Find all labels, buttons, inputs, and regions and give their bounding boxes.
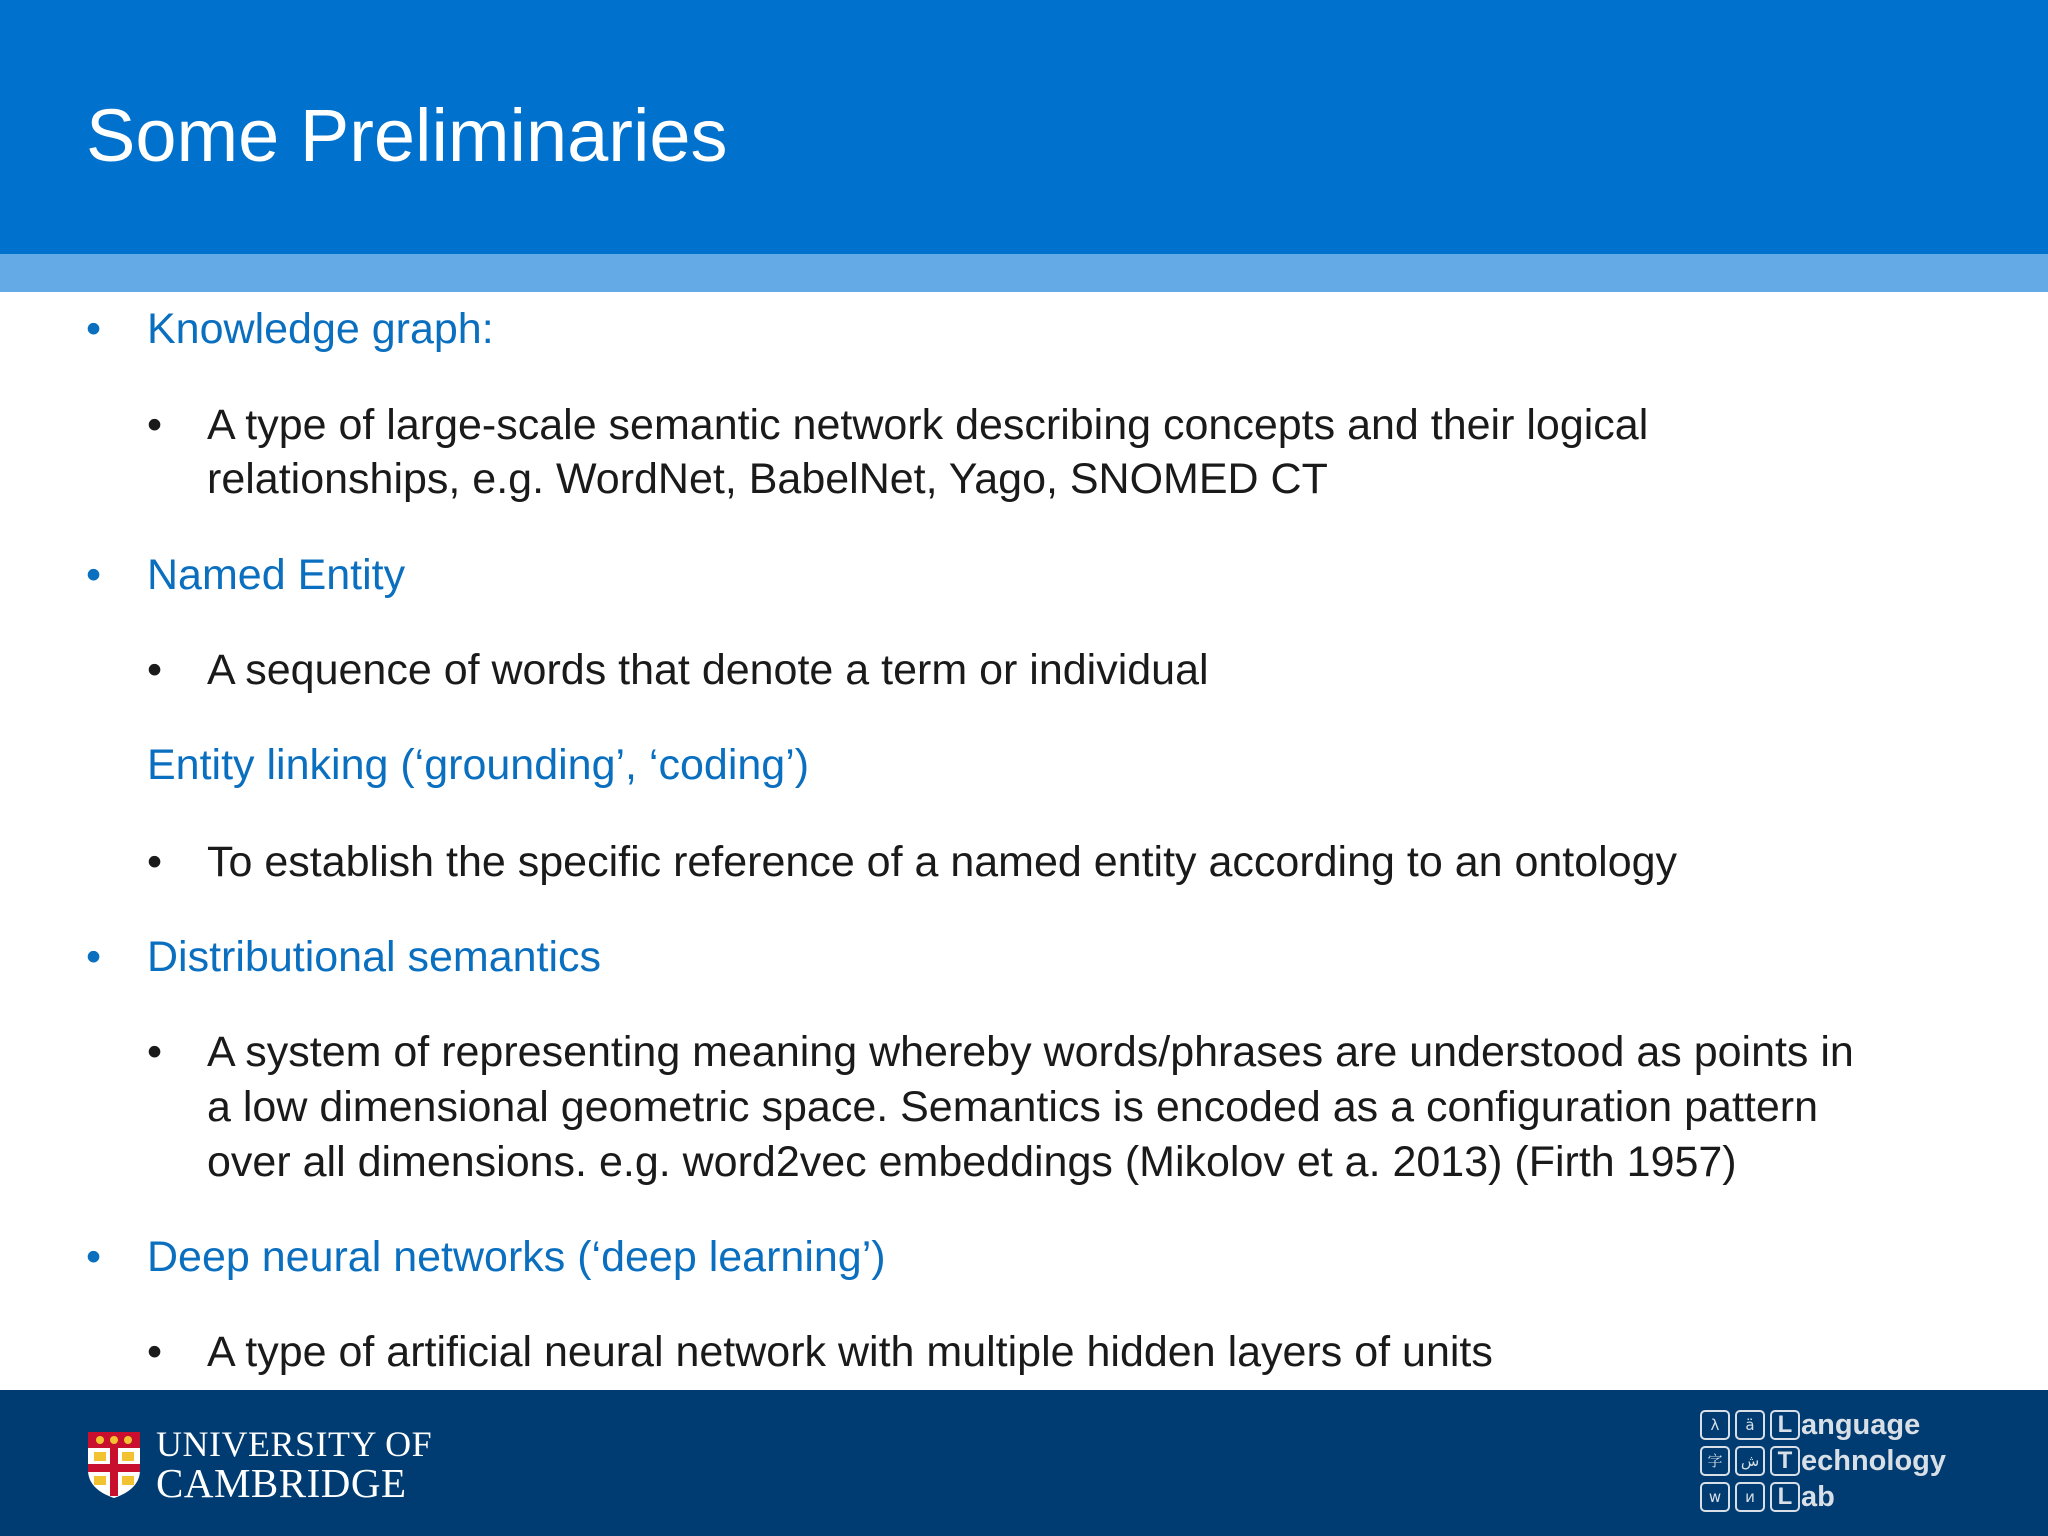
lab-logo-row: [1700, 1446, 1946, 1478]
detail-entity-linking-line-1: To establish the specific reference of a named entity according to an ontology: [207, 838, 1678, 886]
a-umlaut-glyph-icon: ä: [1735, 1410, 1765, 1440]
lambda-glyph-icon: λ: [1700, 1410, 1730, 1440]
w-glyph-icon: w: [1700, 1482, 1730, 1512]
lab-logo-word: ab: [1801, 1481, 1835, 1513]
lab-logo-letter: L: [1770, 1482, 1800, 1512]
detail-distributional-semantics-line-2: a low dimensional geometric space. Semantics is encoded as a configuration pattern: [207, 1083, 1819, 1131]
detail-distributional-semantics-line-1: A system of representing meaning whereby words/phrases are understood as points in: [207, 1028, 1854, 1076]
footer-bar: [0, 1390, 2048, 1536]
bullet-icon: •: [86, 1233, 102, 1281]
cjk-glyph-icon: 字: [1700, 1446, 1730, 1476]
sub-bullet-icon: •: [147, 1328, 163, 1376]
sub-bullet-icon: •: [147, 646, 163, 694]
detail-deep-neural-networks-line-1: A type of artificial neural network with multiple hidden layers of units: [207, 1328, 1493, 1376]
cyrillic-glyph-icon: и: [1735, 1482, 1765, 1512]
slide-title: Some Preliminaries: [86, 94, 728, 177]
university-wordmark: [156, 1426, 432, 1504]
lab-logo-word: echnology: [1801, 1445, 1947, 1477]
university-line-1: UNIVERSITY OF: [156, 1424, 433, 1464]
lab-logo-letter: L: [1770, 1410, 1800, 1440]
heading-deep-neural-networks: Deep neural networks (‘deep learning’): [147, 1233, 886, 1281]
bullet-icon: •: [86, 933, 102, 981]
heading-knowledge-graph: Knowledge graph:: [147, 305, 494, 353]
heading-named-entity: Named Entity: [147, 551, 406, 599]
bullet-icon: •: [86, 305, 102, 353]
heading-entity-linking: Entity linking (‘grounding’, ‘coding’): [147, 741, 810, 789]
bullet-icon: •: [86, 551, 102, 599]
sub-bullet-icon: •: [147, 401, 163, 449]
heading-distributional-semantics: Distributional semantics: [147, 933, 602, 981]
sub-bullet-icon: •: [147, 838, 163, 886]
detail-named-entity-line-1: A sequence of words that denote a term or individual: [207, 646, 1209, 694]
university-line-2: CAMBRIDGE: [156, 1460, 407, 1506]
lab-logo-letter: T: [1770, 1446, 1800, 1476]
arabic-glyph-icon: ش: [1735, 1446, 1765, 1476]
cambridge-crest-icon: [86, 1430, 142, 1500]
language-technology-lab-logo: [1700, 1410, 2000, 1520]
lab-logo-row: [1700, 1482, 1835, 1514]
detail-knowledge-graph-line-1: A type of large-scale semantic network describing concepts and their logical: [207, 401, 1649, 449]
lab-logo-row: [1700, 1410, 1920, 1442]
detail-distributional-semantics-line-3: over all dimensions. e.g. word2vec embeddings (Mikolov et a. 2013) (Firth 1957): [207, 1138, 1737, 1186]
lab-logo-word: anguage: [1801, 1409, 1921, 1441]
detail-knowledge-graph-line-2: relationships, e.g. WordNet, BabelNet, Yago, SNOMED CT: [207, 455, 1328, 503]
sub-bullet-icon: •: [147, 1028, 163, 1076]
